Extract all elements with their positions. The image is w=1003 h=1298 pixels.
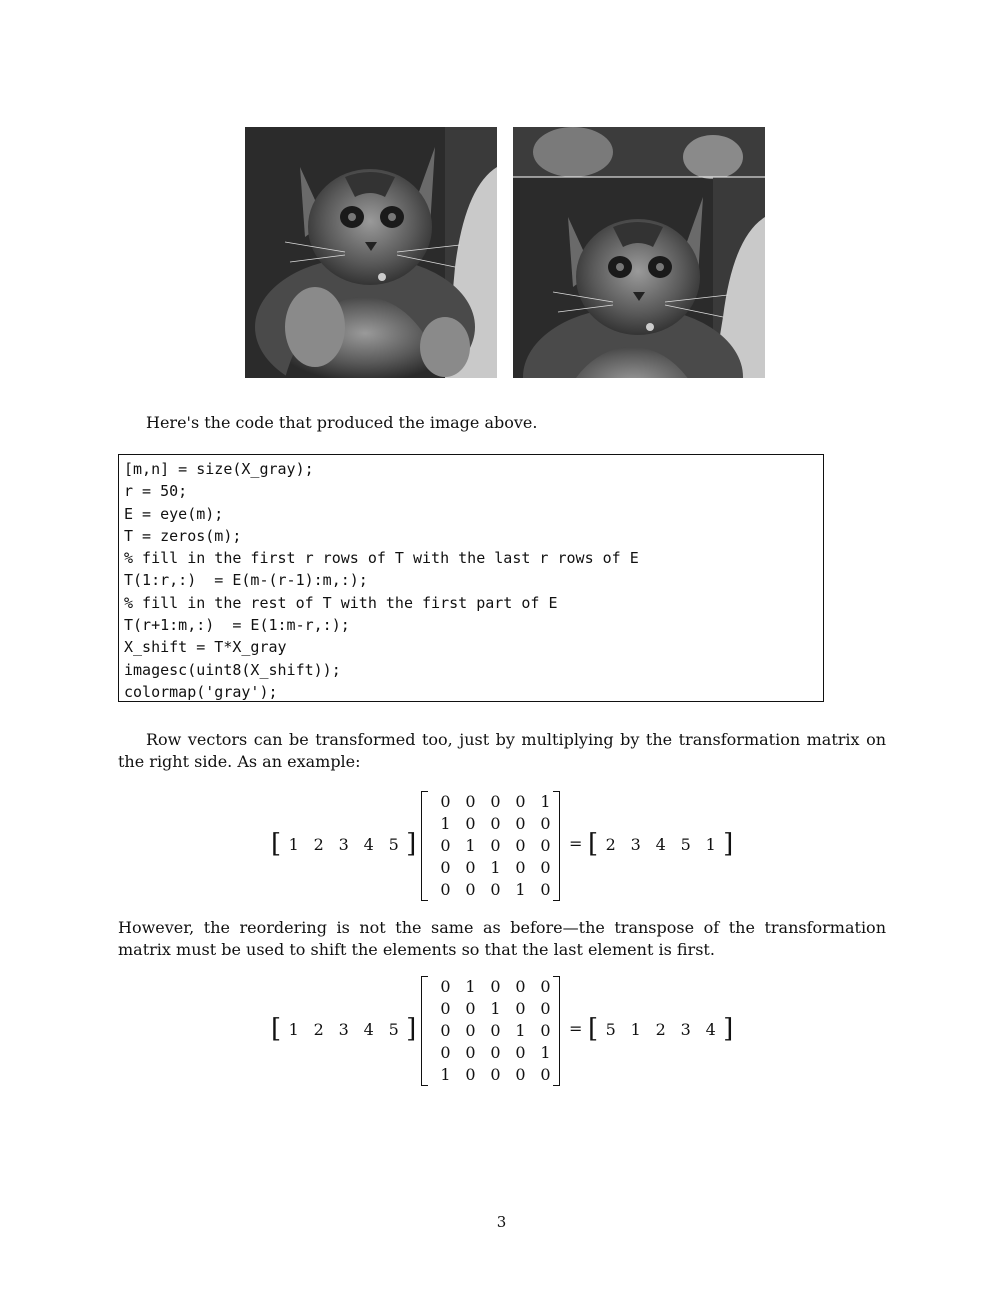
- matrix-entry: 0: [440, 1043, 451, 1062]
- vector-entry: 5: [680, 834, 691, 854]
- equation-1-input-vector: [271, 831, 416, 857]
- left-bracket: [: [588, 829, 599, 859]
- matrix-entry: 0: [490, 814, 501, 833]
- matrix-entry: 0: [540, 999, 551, 1018]
- kitten-photo-original: [245, 127, 497, 378]
- equation-2-output-vector: [588, 1016, 733, 1042]
- vector-entry: 4: [363, 834, 374, 854]
- code-line: r = 50;: [124, 482, 188, 501]
- matrix-entry: 0: [540, 814, 551, 833]
- code-intro-text: Here's the code that produced the image above.: [146, 413, 538, 432]
- code-line: [m,n] = size(X_gray);: [124, 460, 314, 478]
- matrix-entry: 0: [540, 977, 551, 996]
- matrix-entry: 0: [515, 814, 526, 833]
- matrix-entry: 1: [515, 1021, 526, 1040]
- right-bracket: ]: [723, 829, 734, 859]
- matrix-entry: 0: [490, 880, 501, 899]
- matrix-entry: 0: [440, 1021, 451, 1040]
- matrix-entry: 0: [465, 814, 476, 833]
- vector-entry: 1: [288, 1019, 299, 1039]
- matrix-entry: 0: [440, 836, 451, 855]
- vector-entry: 2: [605, 834, 616, 854]
- right-bracket: ]: [406, 829, 417, 859]
- vector-entry: 4: [705, 1019, 716, 1039]
- matrix-entry: 0: [515, 792, 526, 811]
- left-bracket: [: [588, 1014, 599, 1044]
- left-bracket: [: [271, 829, 282, 859]
- equals-sign: =: [569, 1019, 583, 1038]
- matrix-entry: 1: [490, 999, 501, 1018]
- right-bracket: ]: [406, 1014, 417, 1044]
- code-line: X_shift = T*X_gray: [124, 638, 287, 657]
- matrix-entry: 1: [440, 814, 451, 833]
- kitten-photo-shifted: [513, 127, 765, 378]
- matrix-entry: 0: [515, 858, 526, 877]
- matrix-entry: 0: [465, 1021, 476, 1040]
- code-line: imagesc(uint8(X_shift));: [124, 660, 341, 679]
- vector-entry: 3: [338, 834, 349, 854]
- vector-entry: 3: [630, 834, 641, 854]
- vector-entry: 1: [630, 1019, 641, 1039]
- matrix-entry: 0: [440, 858, 451, 877]
- matrix-entry: 0: [465, 999, 476, 1018]
- row-vectors-paragraph: Row vectors can be transformed too, just by multiplying by the transformation matrix on the right side. As an example:: [118, 730, 886, 771]
- equation-1-output-vector: [588, 831, 733, 857]
- vector-entry: 2: [313, 834, 324, 854]
- matrix-entry: 0: [515, 1065, 526, 1084]
- matrix-entry: 0: [440, 977, 451, 996]
- matrix-entry: 0: [540, 858, 551, 877]
- matrix-entry: 0: [515, 999, 526, 1018]
- code-line: E = eye(m);: [124, 504, 224, 523]
- matrix-entry: 0: [490, 1043, 501, 1062]
- code-line: colormap('gray');: [124, 682, 278, 701]
- equation-2-input-vector: [271, 1016, 416, 1042]
- matrix-entry: 0: [465, 858, 476, 877]
- matrix-entry: 0: [540, 836, 551, 855]
- code-line: % fill in the rest of T with the first part of E: [124, 593, 558, 612]
- code-line: T(r+1:m,:) = E(1:m-r,:);: [124, 616, 350, 635]
- left-bracket: [: [271, 1014, 282, 1044]
- code-listing: [118, 454, 824, 702]
- vector-entry: 1: [705, 834, 716, 854]
- matrix-entry: 0: [540, 1065, 551, 1084]
- matrix-entry: 0: [515, 977, 526, 996]
- vector-entry: 5: [605, 1019, 616, 1039]
- matrix-entry: 0: [540, 880, 551, 899]
- vector-entry: 3: [680, 1019, 691, 1039]
- code-line: T = zeros(m);: [124, 526, 242, 545]
- page-number: 3: [496, 1213, 507, 1231]
- matrix-entry: 0: [490, 792, 501, 811]
- matrix-entry: 0: [490, 1065, 501, 1084]
- kitten-image-original: [245, 127, 497, 378]
- matrix-entry: 0: [490, 836, 501, 855]
- vector-entry: 4: [363, 1019, 374, 1039]
- matrix-entry: 0: [465, 880, 476, 899]
- code-line: % fill in the first r rows of T with the last r rows of E: [124, 549, 639, 568]
- matrix-entry: 1: [465, 977, 476, 996]
- equation-1-matrix: [421, 791, 561, 901]
- matrix-entry: 0: [465, 1065, 476, 1084]
- matrix-entry: 0: [490, 1021, 501, 1040]
- matrix-entry: 1: [490, 858, 501, 877]
- equation-2-matrix: [421, 976, 561, 1086]
- matrix-entry: 0: [440, 999, 451, 1018]
- matrix-entry: 1: [540, 1043, 551, 1062]
- kitten-image-shifted: [513, 127, 765, 378]
- matrix-entry: 0: [440, 880, 451, 899]
- matrix-entry: 0: [515, 836, 526, 855]
- matrix-entry: 0: [465, 1043, 476, 1062]
- matrix-entry: 1: [540, 792, 551, 811]
- matrix-entry: 0: [490, 977, 501, 996]
- vector-entry: 2: [313, 1019, 324, 1039]
- vector-entry: 5: [388, 834, 399, 854]
- matrix-entry: 1: [515, 880, 526, 899]
- vector-entry: 2: [655, 1019, 666, 1039]
- matrix-entry: 1: [440, 1065, 451, 1084]
- vector-entry: 1: [288, 834, 299, 854]
- matrix-entry: 0: [465, 792, 476, 811]
- right-bracket: ]: [723, 1014, 734, 1044]
- vector-entry: 5: [388, 1019, 399, 1039]
- code-line: T(1:r,:) = E(m-(r-1):m,:);: [124, 571, 368, 590]
- however-paragraph: However, the reordering is not the same as before—the transpose of the transformation matrix must be used to shift the elements so that the last element is first.: [118, 918, 886, 959]
- equals-sign: =: [569, 834, 583, 853]
- vector-entry: 4: [655, 834, 666, 854]
- matrix-entry: 1: [465, 836, 476, 855]
- matrix-entry: 0: [440, 792, 451, 811]
- vector-entry: 3: [338, 1019, 349, 1039]
- matrix-entry: 0: [515, 1043, 526, 1062]
- matrix-entry: 0: [540, 1021, 551, 1040]
